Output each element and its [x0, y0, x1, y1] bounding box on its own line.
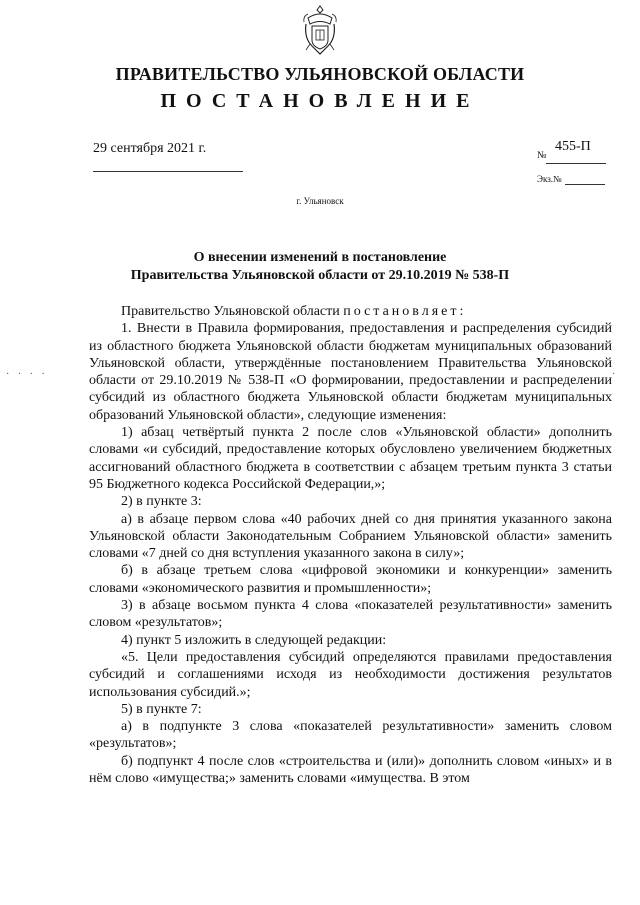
number-underline — [546, 163, 606, 164]
decree-date: 29 сентября 2021 г. — [93, 141, 207, 156]
paragraph-11: б) подпункт 4 после слов «строительства и (или)» дополнить словом «иных» и в нём слово «имущества;» заменить словами «имущества. В этом — [89, 753, 612, 787]
paragraph-10: а) в подпункте 3 слова «показателей результативности» заменить словом «результатов»; — [89, 719, 612, 752]
title-line-2: Правительства Ульяновской области от 29.10.2019 № 538-П — [130, 268, 510, 283]
paragraph-1: 1. Внести в Правила формирования, предоставления и распределения субсидий из областного бюджета Ульяновской области бюджетам муниципальных образований Ульяновской области, утверждённые постановлением Правительства Ульяновской области от 29.10.2019 № 538-П «О формировании, предоставлении и распределении субсидий из областного бюджета Ульяновской области бюджетам муниципальных образований Ульяновской области», следующие изменения: — [89, 321, 612, 423]
intro-decrees: постановляет: — [343, 304, 467, 319]
city: г. Ульяновск — [296, 196, 344, 206]
paragraph-8: «5. Цели предоставления субсидий определяются правилами предоставления субсидий и соглашениями исходя из необходимости достижения результатов использования субсидий.»; — [89, 649, 612, 700]
intro-text: Правительство Ульяновской области — [121, 304, 340, 319]
paragraph-2: 1) абзац четвёртый пункта 2 после слов «Ульяновской области» дополнить словами «и субсидий, предоставление которых обусловлено увеличением бюджетных ассигнований областного бюджета в соответствии с абзацем третьим пункта 3 статьи 95 Бюджетного кодекса Российской Федерации,»; — [89, 425, 612, 492]
margin-dots-left: · · · · — [6, 369, 48, 380]
paragraph-5: б) в абзаце третьем слова «цифровой экономики и конкуренции» заменить словами «экономического развития и промышленности»; — [89, 563, 612, 596]
decree-body — [89, 303, 612, 787]
paragraph-3: 2) в пункте 3: — [121, 494, 202, 510]
title-line-1: О внесении изменений в постановление — [193, 250, 447, 265]
government-name: ПРАВИТЕЛЬСТВО УЛЬЯНОВСКОЙ ОБЛАСТИ — [115, 64, 525, 84]
decree-title — [0, 249, 640, 285]
paragraph-9: 5) в пункте 7: — [121, 701, 202, 717]
date-underline — [93, 171, 243, 172]
paragraph-4: а) в абзаце первом слова «40 рабочих дней со дня принятия указанного закона Ульяновской области Законодательным Собранием Ульяновской области» заменить словами «7 дней со дня вступления указанного закона в силу»; — [89, 511, 612, 562]
paragraph-7: 4) пункт 5 изложить в следующей редакции: — [121, 632, 387, 648]
number-label: № — [537, 150, 547, 161]
margin-dots-right: · — [612, 369, 616, 380]
decree-number: 455-П — [555, 139, 591, 154]
paragraph-6: 3) в абзаце восьмом пункта 4 слова «показателей результативности» заменить словом «результатов»; — [89, 598, 612, 631]
copy-underline — [565, 184, 605, 185]
copy-label: Экз.№ — [537, 174, 562, 184]
document-type: ПОСТАНОВЛЕНИЕ — [160, 90, 480, 112]
intro-paragraph — [89, 303, 612, 320]
coat-of-arms-icon — [302, 4, 338, 58]
